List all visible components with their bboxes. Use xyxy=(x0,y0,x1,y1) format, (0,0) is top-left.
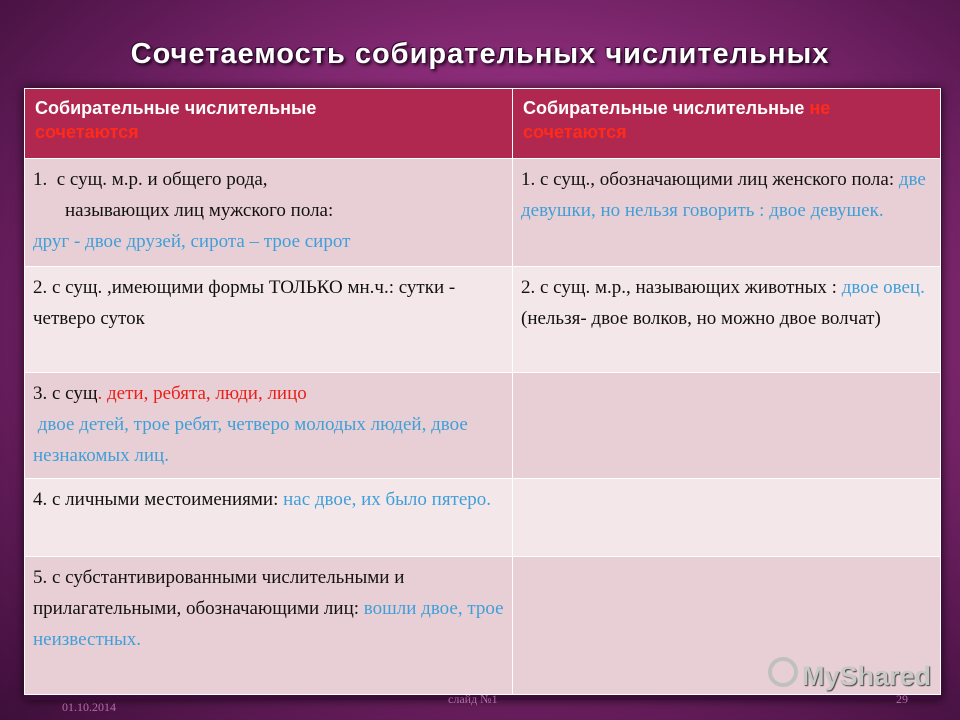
row1-left-text2: называющих лиц мужского пола: xyxy=(65,200,334,221)
table-header-row xyxy=(25,89,941,159)
header-right-main: Собирательные числительные xyxy=(523,98,805,118)
row4-right-cell xyxy=(513,479,941,557)
header-right-highlight: не сочетаются xyxy=(523,98,831,142)
row3-right-cell xyxy=(513,373,941,479)
row2-right-example: двое овец. xyxy=(841,277,925,298)
row2-left-cell xyxy=(25,267,513,373)
myshared-logo xyxy=(768,657,931,692)
row3-left-text: 3. с сущ xyxy=(33,383,98,404)
row1-left-number: 1. xyxy=(33,169,48,190)
row2-right-text: 2. с сущ. м.р., называющих животных : xyxy=(521,277,842,298)
row1-right-text: 1. с сущ., обозначающими лиц женского пола: xyxy=(521,169,899,190)
table-row xyxy=(25,479,941,557)
slide-title: Сочетаемость собирательных числительных xyxy=(130,38,830,70)
row1-right-cell xyxy=(513,159,941,267)
header-left-highlight: сочетаются xyxy=(35,122,139,142)
slide-date: 01.10.2014 xyxy=(62,700,116,714)
row2-right-text2: (нельзя- двое волков, но можно двое волчат) xyxy=(521,308,881,329)
row4-left-cell xyxy=(25,479,513,557)
row5-left-cell xyxy=(25,557,513,695)
row5-left-example: вошли двое, трое неизвестных. xyxy=(33,598,504,650)
header-not-combines xyxy=(513,89,941,159)
row1-left-example: друг - двое друзей, сирота – трое сирот xyxy=(33,231,351,252)
row1-left-cell xyxy=(25,159,513,267)
row2-left-text: 2. с сущ. ,имеющими формы ТОЛЬКО мн.ч.: сутки - четверо суток xyxy=(33,277,456,329)
slide-page-number: 29 xyxy=(896,692,908,706)
row2-right-cell xyxy=(513,267,941,373)
header-combines xyxy=(25,89,513,159)
row3-left-example: двое детей, трое ребят, четверо молодых людей, двое незнакомых лиц. xyxy=(33,414,468,466)
header-left-main: Собирательные числительные xyxy=(35,98,317,118)
combinability-table xyxy=(24,88,941,695)
table-row xyxy=(25,373,941,479)
row3-left-highlight: . дети, ребята, люди, лицо xyxy=(97,383,307,404)
row4-left-text: 4. с личными местоимениями: xyxy=(33,489,284,510)
row4-left-example: нас двое, их было пятеро. xyxy=(283,489,492,510)
slide-label: слайд №1 xyxy=(448,692,498,706)
row5-left-text: 5. с субстантивированными числительными и прилагательными, обозначающими лиц: xyxy=(33,567,405,619)
logo-text: MyShared xyxy=(802,661,932,691)
logo-ring-icon xyxy=(768,657,798,687)
table-row xyxy=(25,267,941,373)
table-row xyxy=(25,159,941,267)
row3-left-cell xyxy=(25,373,513,479)
row1-right-example: две девушки, но нельзя говорить : двое девушек. xyxy=(521,169,926,221)
row1-left-text1: с сущ. м.р. и общего рода, xyxy=(56,169,268,190)
